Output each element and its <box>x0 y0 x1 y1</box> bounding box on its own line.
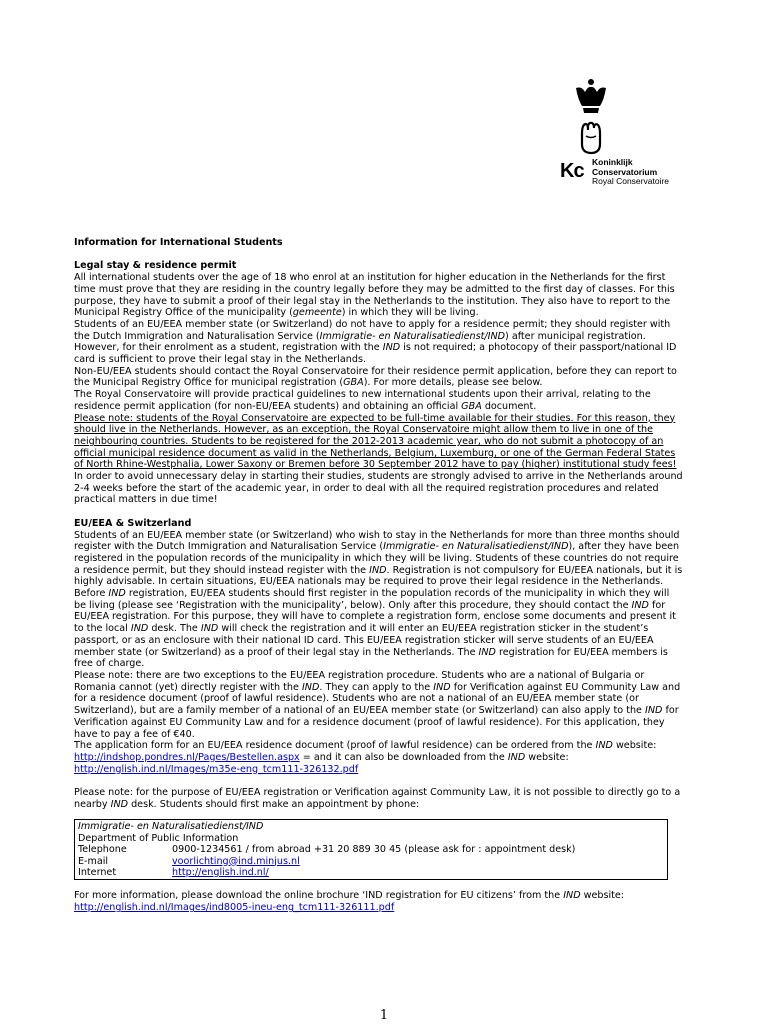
email-link[interactable]: voorlichting@ind.minjus.nl <box>172 855 300 867</box>
brochure-pdf-link[interactable]: http://english.ind.nl/Images/ind8005-ineu-eng_tcm111-326111.pdf <box>74 902 395 914</box>
m35e-pdf-link[interactable]: http://english.ind.nl/Images/m35e-eng_tcm111-326132.pdf <box>74 763 359 775</box>
section-heading-eu-eea: EU/EEA & Switzerland <box>74 517 192 529</box>
logo-line-3: Royal Conservatoire <box>592 176 670 186</box>
paragraph: Before IND registration, EU/EEA students should first register in the population records of the municipality in which they will be living (please see ‘Registration with the municipality’, below). Only after this procedure, they should contact the IND for EU/EEA registration. For this purpose, they will have to complete a registration form, enclose some documents and present it to the local IND desk. The IND will check the registration and it will enter an EU/EEA registration sticker in the student’s passport, or as an enclosure with their national ID card. This EU/EEA registration sticker will serve students of an EU/EEA member state (or Switzerland) as a proof of their legal stay in the Netherlands. The IND registration for EU/EEA members is free of charge. <box>74 588 676 670</box>
telephone-value: 0900-1234561 / from abroad +31 20 889 30 45 (please ask for : appointment desk) <box>172 844 576 856</box>
ind-website-link[interactable]: http://english.ind.nl/ <box>172 867 269 879</box>
logo-line-1: Koninklijk <box>592 157 633 167</box>
paragraph: Please note: for the purpose of EU/EEA registration or Verification against Community Law, it is not possible to directly go to a nearby IND desk. Students should first make an appointment by phone: <box>74 787 681 810</box>
contact-org: Immigratie- en Naturalisatiedienst/IND <box>78 821 264 833</box>
royal-conservatoire-logo <box>560 78 690 198</box>
logo-text <box>592 158 669 187</box>
internet-label: Internet <box>78 867 117 879</box>
hand-icon <box>574 120 608 156</box>
paragraph: Students of an EU/EEA member state (or Switzerland) who wish to stay in the Netherlands for more than three months should register with the Dutch Immigration and Naturalisation Service (Immigratie- en Naturalisatiedienst/IND), after they have been registered in the population records of the municipality in which they will be living. Students of these countries do not require a residence permit, but they should instead register with the IND. Registration is not compulsory for EU/EEA nationals, but it is highly advisable. In certain situations, EU/EEA nationals may be required to prove their legal residence in the Netherlands. <box>74 529 683 588</box>
contact-box <box>74 819 668 880</box>
paragraph: All international students over the age of 18 who enrol at an institution for higher education in the Netherlands for the first time must prove that they are residing in the country legally before they may be admitted to the first day of classes. For this purpose, they have to submit a proof of their legal stay in the Netherlands to the institution. They also have to report to the Municipal Registry Office of the municipality (gemeente) in which they will be living. <box>74 272 675 319</box>
telephone-label: Telephone <box>78 844 127 856</box>
paragraph: For more information, please download the online brochure ‘IND registration for EU citizens’ from the IND website: http://english.ind.nl/Images/ind8005-ineu-eng_tcm111-326111.pdf <box>74 890 625 914</box>
crown-icon <box>574 78 608 114</box>
paragraph: Please note: there are two exceptions to the EU/EEA registration procedure. Students who are a national of Bulgaria or Romania cannot (yet) directly register with the IND. They can apply to the IND for Verification against EU Community Law and for a residence document (proof of lawful residence). Students who are not a national of an EU/EEA member state (or Switzerland), but are a family member of a national of an EU/EEA member state (or Switzerland) can also apply to the IND for Verification against EU Community Law and for a residence document (proof of lawful residence). For this application, they have to pay a fee of €40. <box>74 669 681 740</box>
residence-note: Please note: students of the Royal Conservatoire are expected to be full-time available for their studies. For this reason, they should live in the Netherlands. However, as an exception, the Royal Conservatoire might allow them to live in one of the neighbouring countries. Students to be registered for the 2012-2013 academic year, who do not submit a photocopy of an official municipal residence document as valid in the Netherlands, Belgium, Luxemburg, or one of the German Federal States of North Rhine-Westphalia, Lower Saxony or Bremen before 30 September 2012 have to pay (higher) institutional study fees! <box>74 412 677 471</box>
paragraph: In order to avoid unnecessary delay in starting their studies, students are strongly advised to arrive in the Netherlands around 2-4 weeks before the start of the academic year, in order to deal with all the required registration procedures and related practical matters in due time! <box>74 471 683 506</box>
ind-shop-link[interactable]: http://indshop.pondres.nl/Pages/Bestellen.aspx <box>74 751 300 763</box>
document-title: Information for International Students <box>74 237 283 248</box>
email-label: E-mail <box>78 855 109 867</box>
logo-line-2: Conservatorium <box>592 166 658 177</box>
paragraph: Students of an EU/EEA member state (or Switzerland) do not have to apply for a residence permit; they should register with the Dutch Immigration and Naturalisation Service (Immigratie- en Naturalisatiedienst/IND) after municipal registration. However, for their enrolment as a student, registration with the IND is not required; a photocopy of their passport/national ID card is sufficient to prove their legal stay in the Netherlands. <box>74 318 677 366</box>
section-heading-legal-stay: Legal stay & residence permit <box>74 260 237 272</box>
paragraph: Non-EU/EEA students should contact the Royal Conservatoire for their residence permit application, before they can report to the Municipal Registry Office for municipal registration (GBA). For more details, please see below. <box>74 365 677 389</box>
paragraph: The Royal Conservatoire will provide practical guidelines to new international students upon their arrival, relating to the residence permit application (for non-EU/EEA students) and obtaining an official GBA document. <box>74 389 651 412</box>
document-body <box>74 237 684 914</box>
page-number: 1 <box>379 1008 389 1023</box>
contact-dept: Department of Public Information <box>78 832 239 844</box>
kc-monogram: Kc <box>560 160 584 182</box>
paragraph: The application form for an EU/EEA residence document (proof of lawful residence) can be ordered from the IND website: http://indshop.pondres.nl/Pages/Bestellen.aspx = and it can also be downloaded from the IND website: http://english.ind.nl/Images/m35e-eng_tcm111-326132.pdf <box>74 740 657 775</box>
